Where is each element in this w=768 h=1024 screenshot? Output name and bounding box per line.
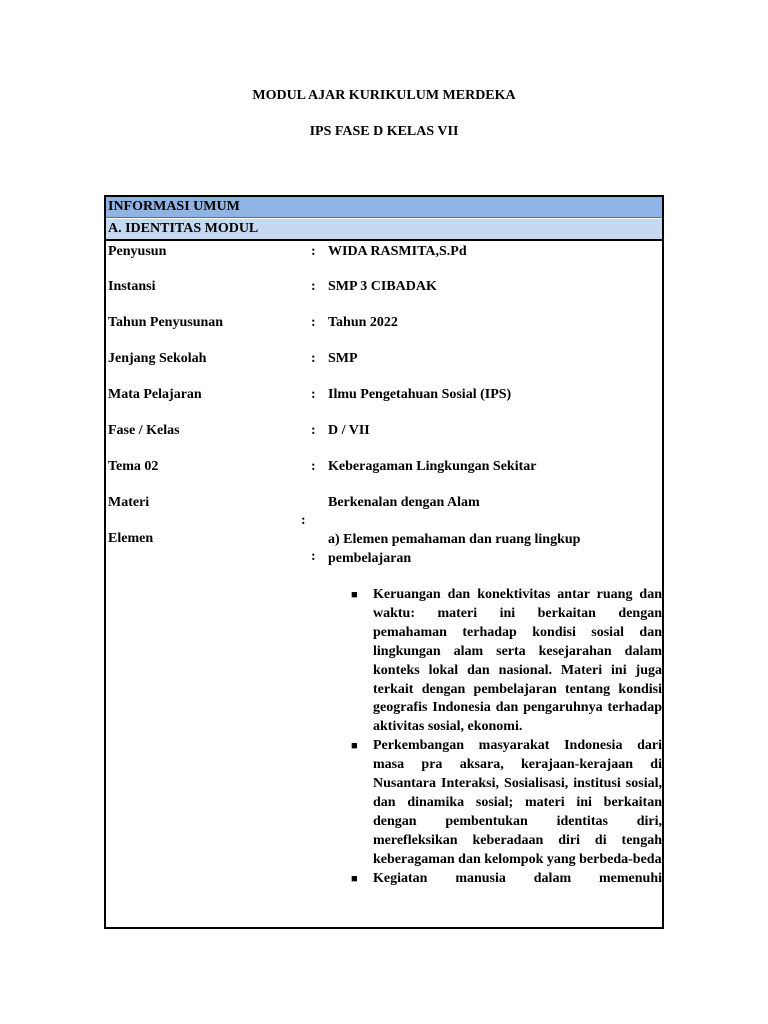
label-jenjang-sekolah: Jenjang Sekolah [108,351,207,366]
list-item [351,870,662,889]
colon: : [311,315,316,330]
value-tahun-penyusunan: Tahun 2022 [328,315,398,330]
colon: : [311,244,316,259]
colon: : [311,279,316,294]
bullet-square-icon: ■ [351,589,358,601]
bullet-square-icon: ■ [351,740,358,753]
label-elemen: Elemen [108,531,154,546]
colon: : [301,513,306,528]
value-mata-pelajaran: Ilmu Pengetahuan Sosial (IPS) [328,387,512,402]
list-item [351,737,662,869]
list-item [351,586,662,737]
label-mata-pelajaran: Mata Pelajaran [108,387,202,402]
value-fase-kelas: D / VII [328,423,370,438]
label-tema: Tema 02 [108,459,159,474]
value-penyusun: WIDA RASMITA,S.Pd [328,244,467,259]
label-fase-kelas: Fase / Kelas [108,423,180,438]
value-jenjang-sekolah: SMP [328,351,358,366]
elemen-bullet-list [351,586,662,889]
document-title: MODUL AJAR KURIKULUM MERDEKA [252,88,516,103]
label-tahun-penyusunan: Tahun Penyusunan [108,315,224,330]
document-subtitle: IPS FASE D KELAS VII [309,124,459,139]
bullet-text: Kegiatan manusia dalam memenuhi [373,870,662,886]
colon: : [311,351,316,366]
colon: : [311,423,316,438]
value-elemen: a) Elemen pemahaman dan ruang lingkup pembelajaran [328,532,581,566]
bullet-text: Perkembangan masyarakat Indonesia dari masa pra aksara, kerajaan-kerajaan di Nusantara Interaksi, Sosialisasi, institusi sosial, dan dinamika sosial; materi ini berkaitan dengan pembentukan identitas diri, merefleksikan keberadaan diri di tengah keberagaman dan kelompok yang berbeda-beda [373,738,662,867]
value-materi: Berkenalan dengan Alam [328,495,480,510]
label-penyusun: Penyusun [108,244,167,259]
colon: : [311,387,316,402]
label-materi: Materi [108,495,150,510]
table-bottom-rule [104,928,664,929]
colon: : [311,549,316,564]
label-instansi: Instansi [108,279,156,294]
bullet-text: Keruangan dan konektivitas antar ruang dan waktu: materi ini berkaitan dengan pemahaman terhadap kondisi sosial dan lingkungan alam serta kesejarahan dalam konteks lokal dan nasional. Materi ini juga terkait dengan pembelajaran tentang kondisi geografis Indonesia dan pengaruhnya terhadap aktivitas sosial, ekonomi. [373,587,662,735]
value-instansi: SMP 3 CIBADAK [328,279,437,294]
colon: : [311,459,316,474]
info-table [104,195,664,929]
bullet-square-icon: ■ [351,872,358,885]
header-identitas-modul: A. IDENTITAS MODUL [106,219,662,241]
header-informasi-umum: INFORMASI UMUM [106,197,662,218]
value-tema: Keberagaman Lingkungan Sekitar [328,459,537,474]
